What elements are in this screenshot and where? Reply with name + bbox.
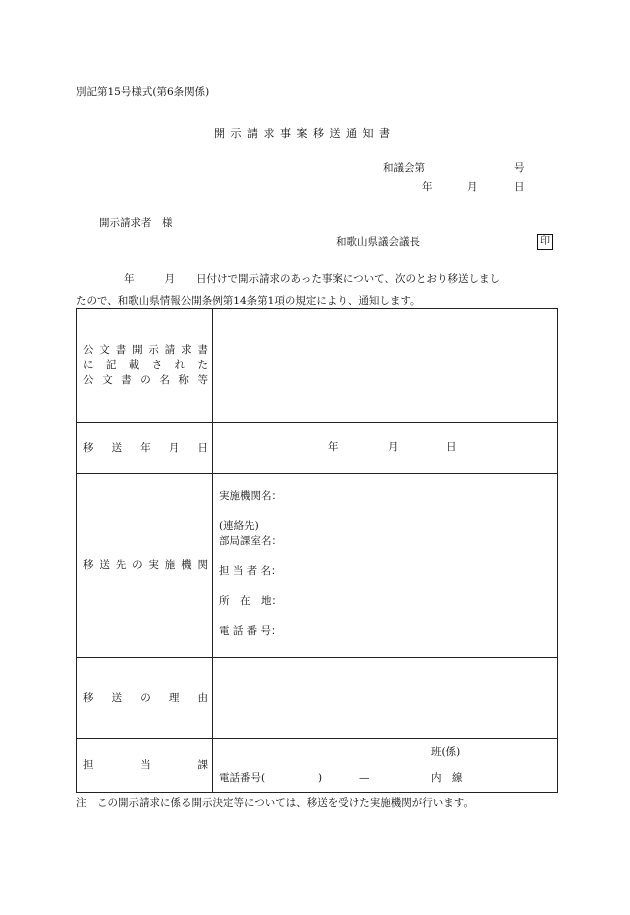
- notice-paragraph: [76, 268, 556, 312]
- label-document-name: 公文書開示請求書 に記載された 公文書の名称等: [77, 309, 213, 423]
- paragraph-line2: たので、和歌山県情報公開条例第14条第1項の規定により、通知します。: [76, 295, 421, 307]
- document-number-suffix: 号: [514, 162, 525, 174]
- document-number-label: 和議会第: [383, 162, 425, 174]
- row-document-name: [77, 309, 558, 423]
- field-document-name[interactable]: [213, 309, 558, 423]
- paragraph-line1: 日付けで開示請求のあった事案について、次のとおり移送しまし: [196, 273, 500, 285]
- row-reason: [77, 658, 558, 739]
- destination-department: 部局課室名：: [219, 535, 282, 547]
- destination-phone: 電 話 番 号：: [219, 625, 282, 637]
- destination-contact: (連絡先): [219, 520, 259, 532]
- section-phone-close: ): [318, 772, 323, 784]
- label-destination: 移送先の実施機関: [77, 474, 213, 658]
- issue-date-day: 日: [514, 181, 525, 193]
- row-destination: [77, 474, 558, 658]
- issue-date-month: 月: [467, 181, 478, 193]
- row-section-in-charge: [77, 739, 558, 793]
- document-title: 開示請求事案移送通知書: [214, 127, 396, 140]
- label-transfer-date: 移送年月日: [77, 423, 213, 474]
- field-section-in-charge[interactable]: [213, 739, 558, 793]
- row-transfer-date: [77, 423, 558, 474]
- label-reason: 移送の理由: [77, 658, 213, 739]
- addressee: 開示請求者 様: [99, 217, 173, 229]
- paragraph-month: 月: [164, 273, 175, 285]
- field-reason[interactable]: [213, 658, 558, 739]
- paragraph-year: 年: [124, 273, 135, 285]
- transfer-date-year: 年: [328, 441, 339, 453]
- section-team: 班(係): [431, 746, 461, 758]
- destination-address: 所 在 地：: [219, 595, 282, 607]
- label-section-in-charge: 担当課: [77, 739, 213, 793]
- section-phone-dash: —: [359, 772, 370, 784]
- field-transfer-date[interactable]: [213, 423, 558, 474]
- form-reference: 別記第15号様式(第6条関係): [76, 86, 210, 98]
- issue-date-year: 年: [422, 181, 433, 193]
- seal-stamp: 印: [537, 234, 553, 250]
- field-destination[interactable]: [213, 474, 558, 658]
- section-phone-label: 電話番号(: [219, 772, 266, 784]
- transfer-date-month: 月: [388, 441, 399, 453]
- footnote: 注 この開示請求に係る開示決定等については、移送を受けた実施機関が行います。: [76, 797, 474, 809]
- section-extension: 内 線: [431, 772, 463, 784]
- transfer-date-day: 日: [446, 441, 457, 453]
- transfer-form-table: [76, 308, 558, 793]
- destination-agency: 実施機関名：: [219, 490, 282, 502]
- sender: 和歌山県議会議長: [336, 236, 420, 248]
- destination-person: 担 当 者 名：: [219, 565, 282, 577]
